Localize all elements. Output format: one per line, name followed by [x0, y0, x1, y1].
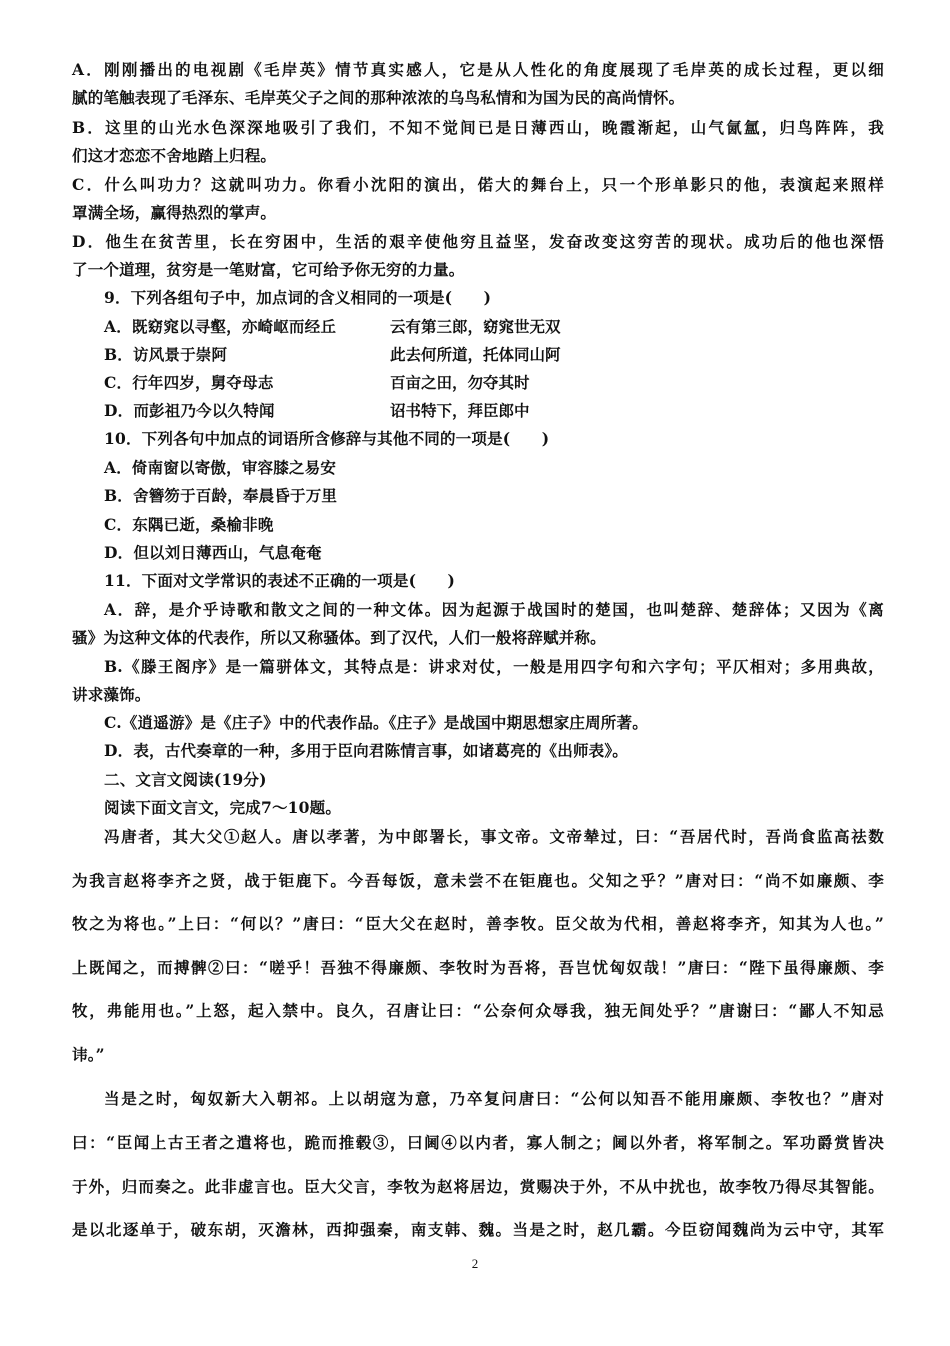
passage-p2-line3: 于外，归而奏之。此非虚言也。臣大父言，李牧为赵将居边，赏赐决于外，不从中扰也，故李牧乃得尽其智能。 — [72, 1177, 884, 1196]
q9-option-a-left: A．既窈窕以寻壑，亦崎岖而经丘 — [104, 317, 337, 336]
q9-option-c-right: 百亩之田，勿夺其时 — [390, 373, 530, 392]
page-number: 2 — [471, 1256, 479, 1271]
q9-stem: 9．下列各组句子中，加点词的含义相同的一项是( ) — [104, 288, 492, 307]
q8-option-a-line1: A．刚刚播出的电视剧《毛岸英》情节真实感人，它是从人性化的角度展现了毛岸英的成长过程，更以细 — [72, 60, 884, 79]
q9-option-d-right: 诏书特下，拜臣郎中 — [390, 401, 530, 420]
passage-p1-line1: 冯唐者，其大父①赵人。唐以孝著，为中郎署长，事文帝。文帝辇过，曰：“吾居代时，吾尚食监高祛数 — [104, 827, 884, 846]
q11-stem: 11．下面对文学常识的表述不正确的一项是( ) — [104, 571, 456, 590]
q11-option-b-line1: B.《滕王阁序》是一篇骈体文，其特点是：讲求对仗，一般是用四字句和六字句；平仄相对；多用典故， — [104, 657, 884, 676]
q11-option-a-line1: A．辞，是介乎诗歌和散文之间的一种文体。因为起源于战国时的楚国，也叫楚辞、楚辞体；又因为《离 — [104, 600, 884, 619]
q9-option-c-left: C．行年四岁，舅夺母志 — [104, 373, 274, 392]
q8-option-d-line1: D．他生在贫苦里，长在穷困中，生活的艰辛使他穷且益坚，发奋改变这穷苦的现状。成功后的他也深悟 — [72, 232, 884, 251]
q9-option-a-right: 云有第三郎，窈窕世无双 — [390, 317, 561, 336]
q8-option-c-line2: 罩满全场，赢得热烈的掌声。 — [72, 203, 277, 222]
q9-option-b-right: 此去何所道，托体同山阿 — [390, 345, 561, 364]
q10-option-a: A．倚南窗以寄傲，审容膝之易安 — [104, 458, 337, 477]
q11-option-b-line2: 讲求藻饰。 — [72, 685, 151, 704]
q11-option-c: C.《逍遥游》是《庄子》中的代表作品。《庄子》是战国中期思想家庄周所著。 — [104, 713, 648, 732]
q10-option-d: D．但以刘日薄西山，气息奄奄 — [104, 543, 322, 562]
q10-option-c: C．东隅已逝，桑榆非晚 — [104, 515, 274, 534]
q8-option-b-line1: B．这里的山光水色深深地吸引了我们，不知不觉间已是日薄西山，晚霞渐起，山气氤氲，归鸟阵阵，我 — [72, 118, 884, 137]
q11-option-d: D．表，古代奏章的一种，多用于臣向君陈情言事，如诸葛亮的《出师表》。 — [104, 741, 628, 760]
q8-option-d-line2: 了一个道理，贫穷是一笔财富，它可给予你无穷的力量。 — [72, 260, 465, 279]
q11-option-a-line2: 骚》为这种文体的代表作，所以又称骚体。到了汉代，人们一般将辞赋并称。 — [72, 628, 606, 647]
q10-option-b: B．舍簪笏于百龄，奉晨昏于万里 — [104, 486, 338, 505]
q8-option-c-line1: C．什么叫功力？这就叫功力。你看小沈阳的演出，偌大的舞台上，只一个形单影只的他，表演起来照样 — [72, 175, 884, 194]
passage-p1-line3: 牧之为将也。”上曰：“何以？”唐曰：“臣大父在赵时，善李牧。臣父故为代相，善赵将李齐，知其为人也。” — [72, 914, 884, 933]
passage-p2-line4: 是以北逐单于，破东胡，灭澹林，西抑强秦，南支韩、魏。当是之时，赵几霸。今臣窃闻魏尚为云中守，其军 — [72, 1220, 884, 1239]
passage-p1-line4: 上既闻之，而搏髀②曰：“嗟乎！吾独不得廉颇、李牧时为吾将，吾岂忧匈奴哉！”唐曰：“陛下虽得廉颇、李 — [72, 958, 884, 977]
q10-stem: 10．下列各句中加点的词语所含修辞与其他不同的一项是( ) — [104, 429, 550, 448]
section2-instruction: 阅读下面文言文，完成7～10题。 — [104, 798, 342, 817]
passage-p2-line1: 当是之时，匈奴新大入朝祁。上以胡寇为意，乃卒复问唐曰：“公何以知吾不能用廉颇、李牧也？”唐对 — [104, 1089, 884, 1108]
q8-option-b-line2: 们这才恋恋不舍地踏上归程。 — [72, 146, 277, 165]
passage-p1-line5: 牧，弗能用也。”上怒，起入禁中。良久，召唐让曰：“公奈何众辱我，独无间处乎？”唐谢曰：“鄙人不知忌 — [72, 1001, 884, 1020]
q9-option-b-left: B．访风景于崇阿 — [104, 345, 228, 364]
q9-option-d-left: D．而彭祖乃今以久特闻 — [104, 401, 275, 420]
section2-heading: 二、文言文阅读(19分) — [104, 770, 267, 789]
passage-p2-line2: 曰：“臣闻上古王者之遣将也，跪而推毂③，曰阃④以内者，寡人制之；阃以外者，将军制之。军功爵赏皆决 — [72, 1133, 884, 1152]
passage-p1-line2: 为我言赵将李齐之贤，战于钜鹿下。今吾每饭，意未尝不在钜鹿也。父知之乎？”唐对曰：“尚不如廉颇、李 — [72, 871, 884, 890]
q8-option-a-line2: 腻的笔触表现了毛泽东、毛岸英父子之间的那种浓浓的乌鸟私情和为国为民的高尚情怀。 — [72, 88, 685, 107]
passage-p1-line6: 讳。” — [72, 1045, 105, 1064]
